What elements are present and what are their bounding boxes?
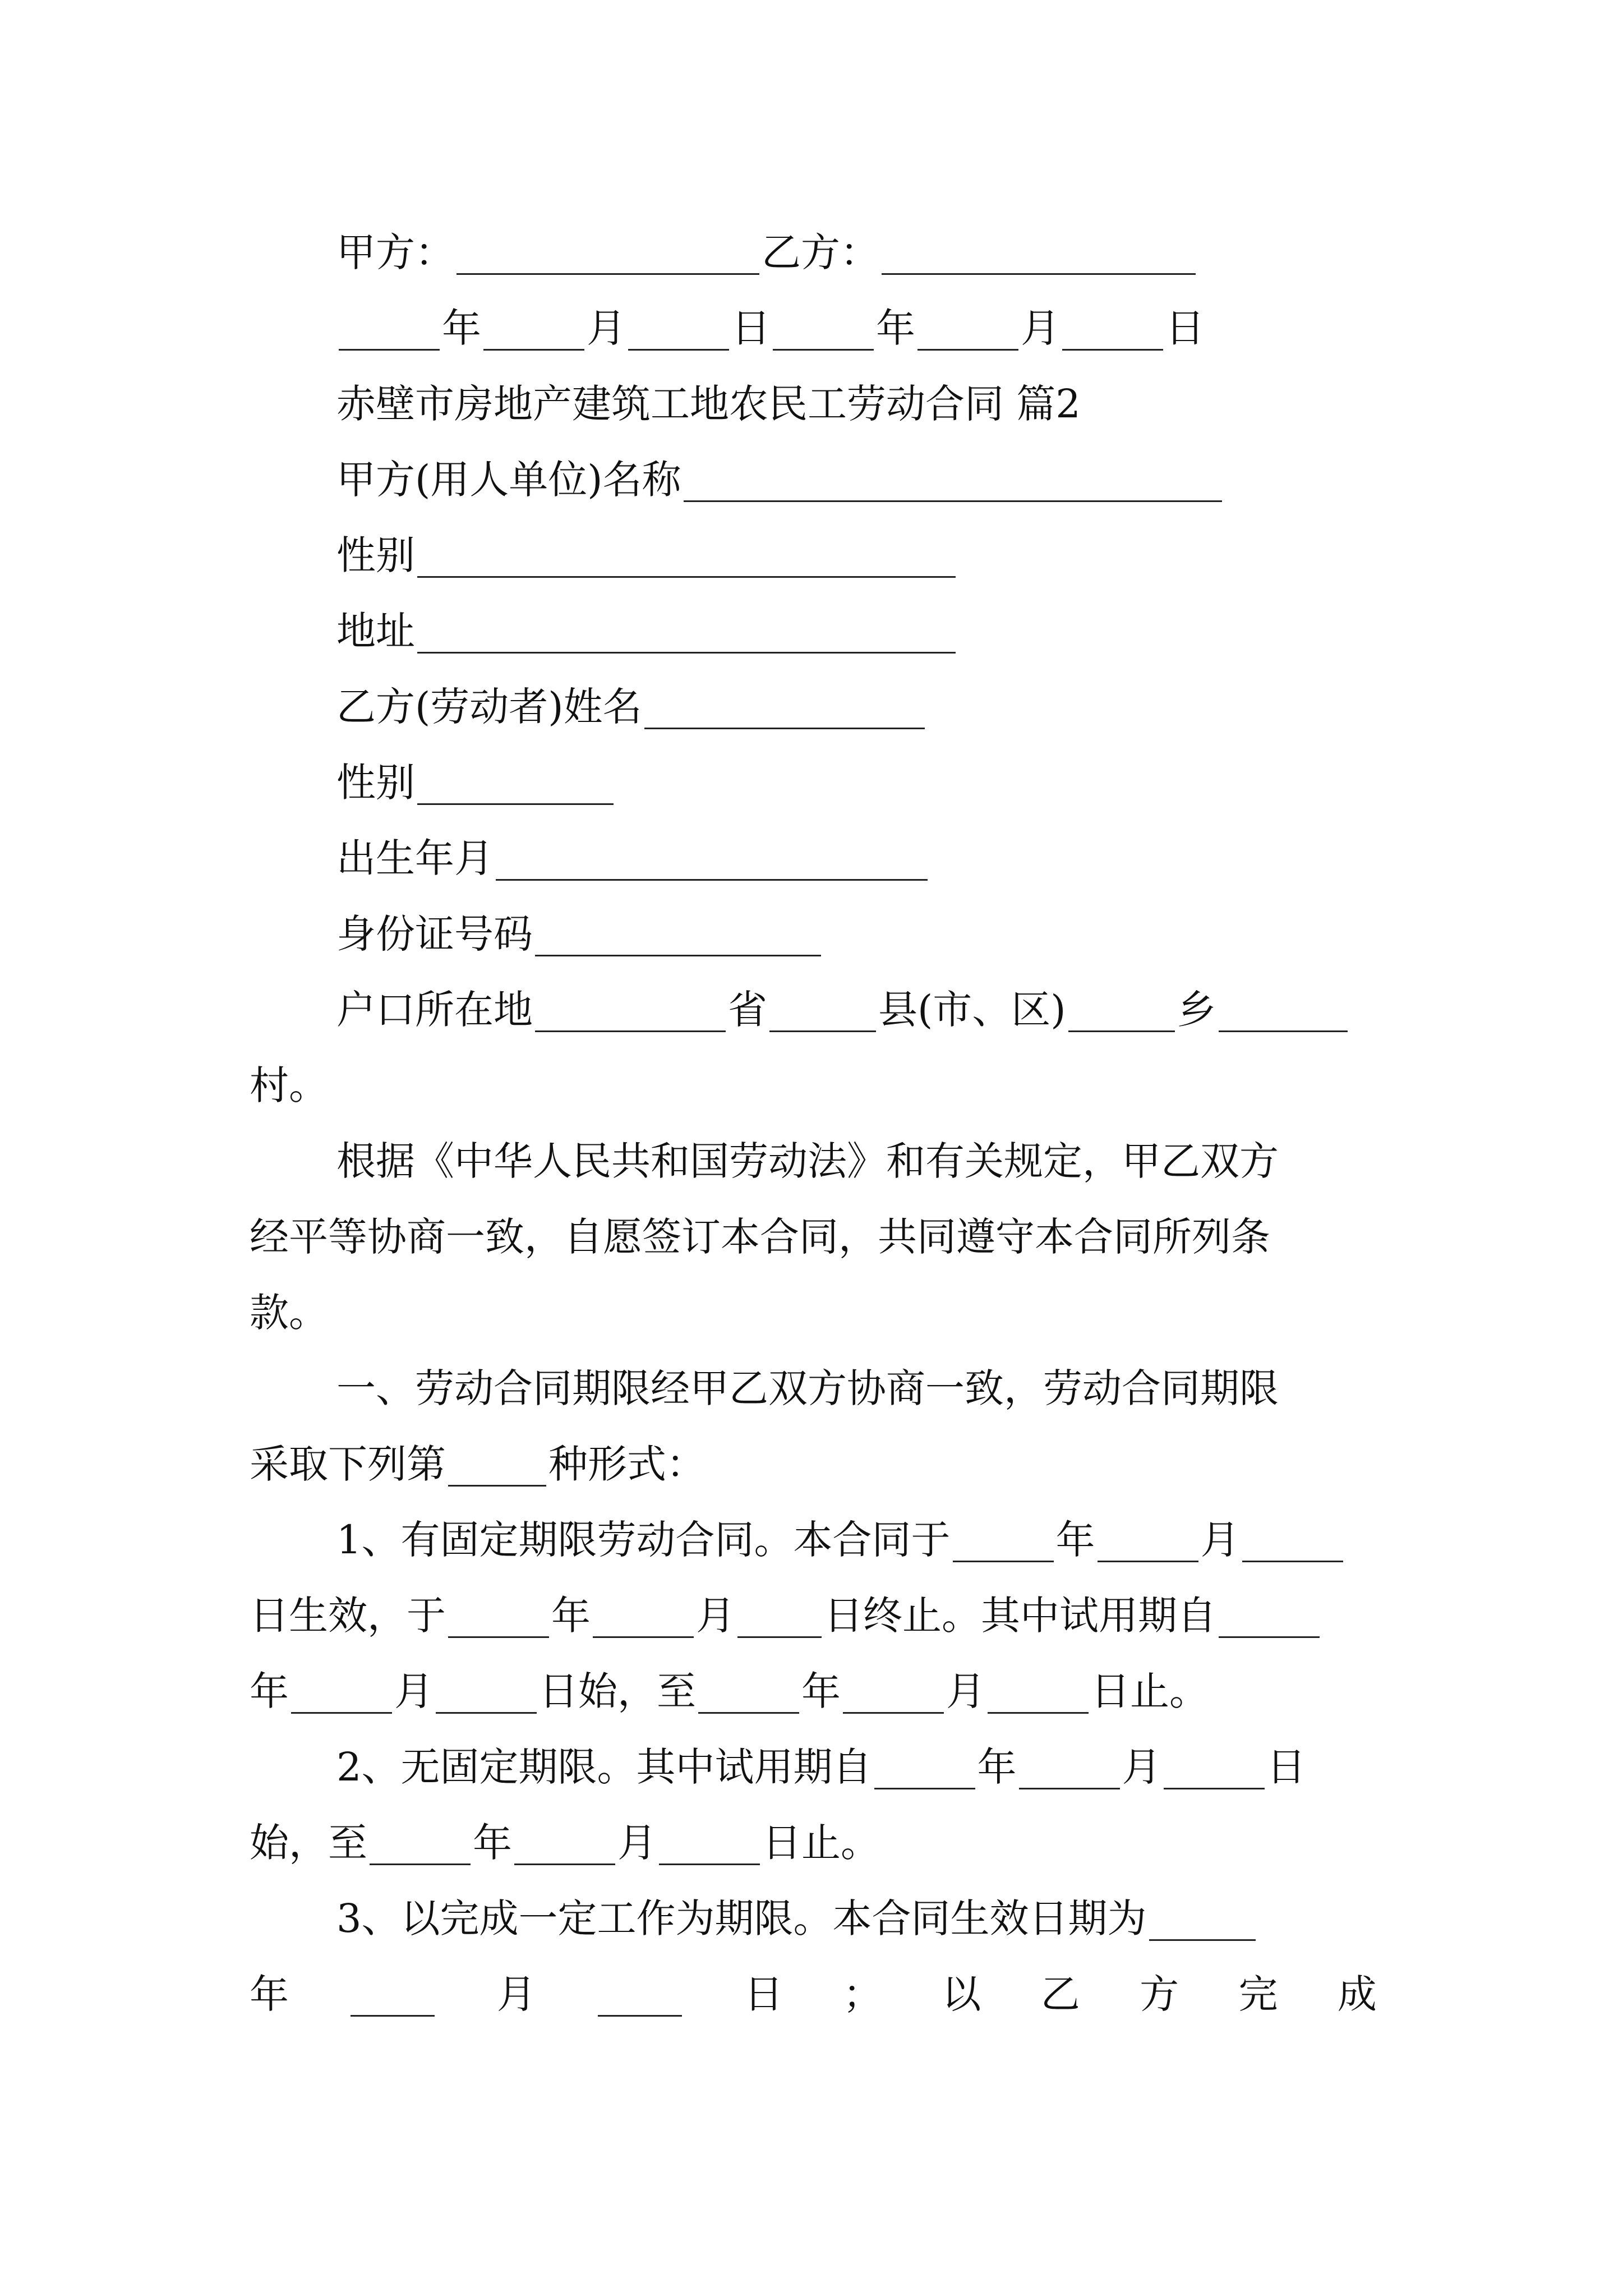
gender-blank-1 <box>417 538 956 578</box>
year-label: 年 <box>876 305 915 351</box>
signature-date-line <box>336 300 1205 351</box>
id-number-field: 身份证号码 <box>336 906 823 956</box>
gender-field-2: 性别 <box>336 754 616 805</box>
item-1-line-3: 年 月 日始，至 年 月 日止。 <box>250 1668 1209 1714</box>
birth-field: 出生年月 <box>336 830 930 881</box>
employer-name-blank <box>684 462 1222 502</box>
clause-1-line-1: 一、劳动合同期限经甲乙双方协商一致，劳动合同期限 <box>336 1365 1279 1411</box>
household-village: 村。 <box>250 1062 328 1108</box>
item-2-line-1: 2、无固定期限。其中试用期自 年 月 日 <box>336 1744 1306 1790</box>
section-title: 赤壁市房地产建筑工地农民工劳动合同 篇2 <box>336 381 1081 427</box>
worker-name-field: 乙方(劳动者)姓名 <box>336 679 927 729</box>
item-1-line-2: 日生效，于 年 月 日终止。其中试用期自 <box>250 1588 1322 1638</box>
address-field: 地址 <box>336 603 958 654</box>
gender-blank-2 <box>417 765 614 805</box>
month-label: 月 <box>587 305 626 351</box>
year-label: 年 <box>442 305 481 351</box>
month-label: 月 <box>1021 305 1060 351</box>
item-2-line-2: 始，至 年 月 日止。 <box>250 1820 880 1866</box>
party-a-label: 甲方： <box>336 229 454 275</box>
clause-1-line-2: 采取下列第 种形式： <box>250 1441 706 1487</box>
birth-blank <box>496 841 928 881</box>
party-b-blank <box>882 235 1196 275</box>
employer-name-field: 甲方(用人单位)名称 <box>336 452 1224 502</box>
intro-line-2: 经平等协商一致，自愿签订本合同，共同遵守本合同所列条 <box>250 1214 1270 1260</box>
day-label: 日 <box>731 305 771 351</box>
worker-name-blank <box>644 689 925 729</box>
intro-line-3: 款。 <box>250 1290 328 1336</box>
item-3-line-1: 3、以完成一定工作为期限。本合同生效日期为 <box>336 1890 1258 1941</box>
id-number-blank <box>535 917 821 956</box>
signature-line <box>336 224 1198 275</box>
party-b-label: 乙方： <box>762 229 879 275</box>
address-blank <box>417 614 956 654</box>
household-field: 户口所在地 省 县(市、区) 乡 <box>336 982 1350 1032</box>
party-a-blank <box>457 235 759 275</box>
day-label: 日 <box>1165 305 1205 351</box>
gender-field-1: 性别 <box>336 527 958 578</box>
item-3-line-2: 年 月 日 ； 以 乙 方 完 成 <box>250 1971 1377 2017</box>
item-1-line-1: 1、有固定期限劳动合同。本合同于 年 月 <box>336 1512 1345 1562</box>
intro-line-1: 根据《中华人民共和国劳动法》和有关规定，甲乙双方 <box>336 1138 1279 1184</box>
